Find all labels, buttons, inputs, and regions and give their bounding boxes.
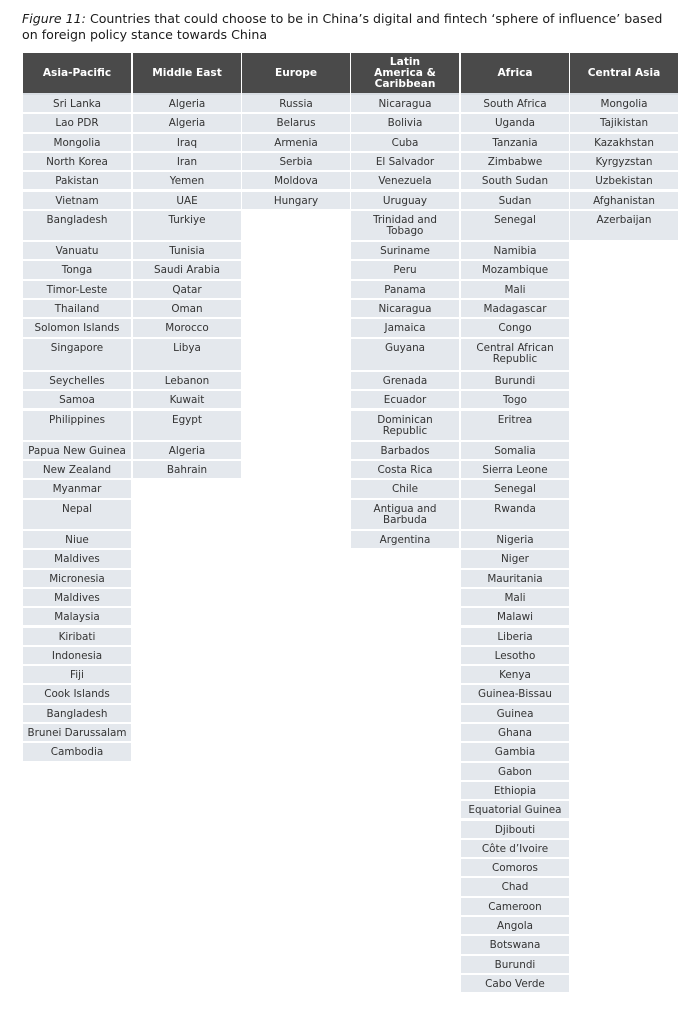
country-cell: Botswana (461, 936, 569, 955)
country-cell: Jamaica (351, 319, 459, 338)
figure-caption (22, 11, 690, 43)
column-header: Latin America & Caribbean (351, 53, 459, 95)
country-cell: Sudan (461, 192, 569, 211)
country-cell: Algeria (133, 95, 241, 114)
country-cell: Senegal (461, 211, 569, 242)
country-cell: Vanuatu (23, 242, 131, 261)
country-cell: Somalia (461, 442, 569, 461)
country-cell: Ghana (461, 724, 569, 743)
country-cell: Mali (461, 281, 569, 300)
column-africa (461, 53, 569, 990)
country-cell: Sierra Leone (461, 461, 569, 480)
country-cell: Gambia (461, 743, 569, 762)
column-middle-east (133, 53, 241, 477)
country-cell: Armenia (242, 134, 350, 153)
country-cell: Tajikistan (570, 114, 678, 133)
country-cell: Nicaragua (351, 300, 459, 319)
country-cell: Equatorial Guinea (461, 801, 569, 820)
country-cell: Venezuela (351, 172, 459, 191)
country-cell: Pakistan (23, 172, 131, 191)
country-cell: Cameroon (461, 898, 569, 917)
country-cell: Liberia (461, 628, 569, 647)
country-cell: Vietnam (23, 192, 131, 211)
country-cell: Suriname (351, 242, 459, 261)
country-cell: Bolivia (351, 114, 459, 133)
country-cell: Libya (133, 339, 241, 372)
country-cell: Nicaragua (351, 95, 459, 114)
country-cell: Zimbabwe (461, 153, 569, 172)
column-header: Asia-Pacific (23, 53, 131, 95)
country-cell: Samoa (23, 391, 131, 410)
country-cell: Nigeria (461, 531, 569, 550)
country-cell: Qatar (133, 281, 241, 300)
country-cell: Burundi (461, 956, 569, 975)
country-cell: Djibouti (461, 821, 569, 840)
country-cell: Algeria (133, 442, 241, 461)
country-cell: Bahrain (133, 461, 241, 480)
country-cell: Kuwait (133, 391, 241, 410)
country-cell: Niue (23, 531, 131, 550)
country-cell: South Sudan (461, 172, 569, 191)
country-cell: Burundi (461, 372, 569, 391)
country-cell: Mauritania (461, 570, 569, 589)
country-cell: Russia (242, 95, 350, 114)
country-cell: Saudi Arabia (133, 261, 241, 280)
country-cell: New Zealand (23, 461, 131, 480)
country-cell: Turkiye (133, 211, 241, 242)
country-cell: Cuba (351, 134, 459, 153)
country-cell: Dominican Republic (351, 411, 459, 442)
country-cell: El Salvador (351, 153, 459, 172)
country-cell: Guyana (351, 339, 459, 372)
country-cell: Niger (461, 550, 569, 569)
column-latin-america-caribbean (351, 53, 459, 546)
country-cell: Tunisia (133, 242, 241, 261)
country-cell: North Korea (23, 153, 131, 172)
country-cell: Mali (461, 589, 569, 608)
country-cell: Iraq (133, 134, 241, 153)
country-cell: Angola (461, 917, 569, 936)
country-cell: Kyrgyzstan (570, 153, 678, 172)
country-cell: Kiribati (23, 628, 131, 647)
country-cell: Cook Islands (23, 685, 131, 704)
country-cell: Uruguay (351, 192, 459, 211)
figure-label: Figure 11: (22, 11, 86, 26)
country-cell: Congo (461, 319, 569, 338)
country-cell: UAE (133, 192, 241, 211)
country-cell: Afghanistan (570, 192, 678, 211)
column-header: Europe (242, 53, 350, 95)
country-cell: South Africa (461, 95, 569, 114)
country-cell: Rwanda (461, 500, 569, 531)
column-header: Central Asia (570, 53, 678, 95)
country-cell: Fiji (23, 666, 131, 685)
country-cell: Namibia (461, 242, 569, 261)
country-cell: Maldives (23, 550, 131, 569)
country-cell: Cabo Verde (461, 975, 569, 994)
country-cell: Costa Rica (351, 461, 459, 480)
country-cell: Moldova (242, 172, 350, 191)
country-cell: Nepal (23, 500, 131, 531)
country-cell: Mongolia (23, 134, 131, 153)
country-cell: Morocco (133, 319, 241, 338)
country-cell: Panama (351, 281, 459, 300)
country-cell: Central African Republic (461, 339, 569, 372)
country-cell: Peru (351, 261, 459, 280)
country-cell: Guinea-Bissau (461, 685, 569, 704)
country-cell: Uzbekistan (570, 172, 678, 191)
country-cell: Azerbaijan (570, 211, 678, 242)
country-cell: Sri Lanka (23, 95, 131, 114)
country-cell: Malawi (461, 608, 569, 627)
caption-line-1: Countries that could choose to be in China’s digital and fintech ‘sphere of influence’ based (89, 11, 663, 26)
country-cell: Gabon (461, 763, 569, 782)
country-cell: Philippines (23, 411, 131, 442)
country-cell: Singapore (23, 339, 131, 372)
country-cell: Tanzania (461, 134, 569, 153)
country-cell: Mongolia (570, 95, 678, 114)
country-cell: Brunei Darussalam (23, 724, 131, 743)
country-cell: Myanmar (23, 480, 131, 499)
country-cell: Togo (461, 391, 569, 410)
country-cell: Guinea (461, 705, 569, 724)
column-central-asia (570, 53, 678, 226)
country-cell: Ethiopia (461, 782, 569, 801)
country-cell: Maldives (23, 589, 131, 608)
country-cell: Chad (461, 878, 569, 897)
country-cell: Micronesia (23, 570, 131, 589)
country-cell: Timor-Leste (23, 281, 131, 300)
country-cell: Côte d’Ivoire (461, 840, 569, 859)
country-cell: Argentina (351, 531, 459, 550)
country-cell: Kazakhstan (570, 134, 678, 153)
country-cell: Cambodia (23, 743, 131, 762)
country-cell: Mozambique (461, 261, 569, 280)
country-cell: Egypt (133, 411, 241, 442)
country-cell: Solomon Islands (23, 319, 131, 338)
column-europe (242, 53, 350, 207)
country-cell: Lao PDR (23, 114, 131, 133)
country-cell: Grenada (351, 372, 459, 391)
country-cell: Madagascar (461, 300, 569, 319)
country-cell: Lesotho (461, 647, 569, 666)
country-cell: Kenya (461, 666, 569, 685)
country-cell: Iran (133, 153, 241, 172)
country-cell: Oman (133, 300, 241, 319)
country-cell: Serbia (242, 153, 350, 172)
country-cell: Chile (351, 480, 459, 499)
column-header: Africa (461, 53, 569, 95)
country-cell: Antigua and Barbuda (351, 500, 459, 531)
country-cell: Bangladesh (23, 211, 131, 242)
country-cell: Barbados (351, 442, 459, 461)
caption-line-2: on foreign policy stance towards China (22, 27, 268, 42)
country-cell: Uganda (461, 114, 569, 133)
country-cell: Yemen (133, 172, 241, 191)
country-cell: Indonesia (23, 647, 131, 666)
country-cell: Thailand (23, 300, 131, 319)
country-cell: Trinidad and Tobago (351, 211, 459, 242)
country-cell: Hungary (242, 192, 350, 211)
column-header: Middle East (133, 53, 241, 95)
country-cell: Seychelles (23, 372, 131, 391)
column-asia-pacific (23, 53, 131, 759)
country-cell: Eritrea (461, 411, 569, 442)
country-cell: Senegal (461, 480, 569, 499)
country-cell: Ecuador (351, 391, 459, 410)
country-cell: Malaysia (23, 608, 131, 627)
country-cell: Tonga (23, 261, 131, 280)
country-cell: Papua New Guinea (23, 442, 131, 461)
country-cell: Belarus (242, 114, 350, 133)
country-cell: Lebanon (133, 372, 241, 391)
country-cell: Comoros (461, 859, 569, 878)
country-cell: Algeria (133, 114, 241, 133)
country-cell: Bangladesh (23, 705, 131, 724)
